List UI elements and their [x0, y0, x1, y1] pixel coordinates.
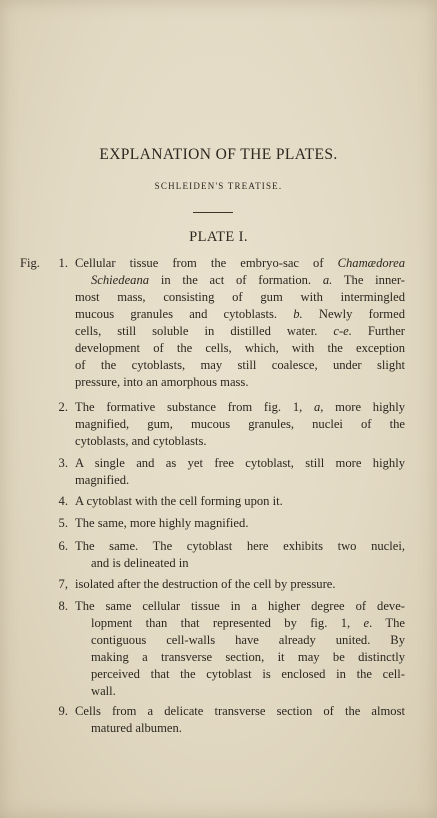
text-run: Further — [351, 324, 405, 338]
figure-description — [75, 493, 405, 510]
page-title: EXPLANATION OF THE PLATES. — [99, 146, 338, 163]
italic-term: Schiedeana — [91, 273, 150, 287]
figure-description — [75, 598, 405, 700]
text-run: The same, more highly magnified. — [75, 516, 249, 530]
text-run: The formative substance from fig. 1, — [75, 400, 314, 414]
figure-number: 1. — [58, 256, 68, 270]
text-run: in the act of formation. — [149, 273, 323, 287]
figure-description — [75, 255, 405, 391]
figure-number: 3. — [58, 456, 68, 470]
text-run: cells, still soluble in distilled water. — [75, 324, 334, 338]
italic-term: a — [314, 400, 321, 414]
description-line — [75, 615, 405, 632]
description-line — [75, 598, 405, 615]
description-line — [75, 399, 405, 416]
text-run: perceived that the cytoblast is enclosed in the cell- — [91, 667, 405, 681]
description-line — [75, 272, 405, 289]
figure-description — [75, 455, 405, 489]
description-line — [75, 649, 405, 666]
description-line — [75, 416, 405, 433]
description-line — [75, 703, 405, 720]
plate-title: PLATE I. — [189, 229, 248, 245]
text-run: Cellular tissue from the embryo-sac of — [75, 256, 338, 270]
text-run: isolated after the destruction of the cell by pressure. — [75, 577, 336, 591]
page-subtitle: SCHLEIDEN'S TREATISE. — [154, 181, 283, 191]
description-line — [75, 683, 405, 700]
figure-description — [75, 703, 405, 737]
text-run: , more highly — [320, 400, 405, 414]
description-line — [75, 576, 405, 593]
text-run: The same. The cytoblast here exhibits two nuclei, — [75, 539, 405, 553]
description-line — [75, 472, 405, 489]
italic-term: a. — [322, 273, 333, 287]
text-run: magnified. — [75, 473, 130, 487]
text-run: making a transverse section, it may be distinctly — [91, 650, 405, 664]
description-line — [75, 340, 405, 357]
text-run: matured albumen. — [91, 721, 182, 735]
description-line — [75, 433, 405, 450]
figure-description — [75, 399, 405, 450]
text-run: wall. — [91, 684, 116, 698]
italic-term: c-e. — [333, 324, 352, 338]
text-run: The inner- — [332, 273, 406, 287]
text-run: Cells from a delicate transverse section of the almost — [75, 704, 405, 718]
description-line — [75, 632, 405, 649]
figure-prefix: Fig. — [20, 256, 40, 270]
figure-description — [75, 538, 405, 572]
description-line — [75, 720, 405, 737]
text-run: contiguous cell-walls have already united. By — [91, 633, 405, 647]
description-line — [75, 255, 405, 272]
text-run: and is delineated in — [91, 556, 189, 570]
figure-number: 7, — [58, 577, 68, 591]
figure-number: 2. — [58, 400, 68, 414]
text-run: . The — [369, 616, 405, 630]
description-line — [75, 538, 405, 555]
description-line — [75, 555, 405, 572]
figure-number: 9. — [58, 704, 68, 718]
figure-number: 6. — [58, 539, 68, 553]
text-run: magnified, gum, mucous granules, nuclei of the — [75, 417, 405, 431]
figure-number: 8. — [58, 599, 68, 613]
figure-description — [75, 576, 405, 593]
text-run: A cytoblast with the cell forming upon it. — [75, 494, 283, 508]
description-line — [75, 666, 405, 683]
italic-term: b. — [293, 307, 303, 321]
italic-term: e — [363, 616, 370, 630]
text-run: pressure, into an amorphous mass. — [75, 375, 249, 389]
description-line — [75, 357, 405, 374]
text-run: development of the cells, which, with the exception — [75, 341, 405, 355]
text-run: The same cellular tissue in a higher degree of deve- — [75, 599, 405, 613]
description-line — [75, 455, 405, 472]
text-run: A single and as yet free cytoblast, still more highly — [75, 456, 405, 470]
figure-description — [75, 515, 405, 532]
description-line — [75, 374, 405, 391]
italic-term: Chamædorea — [337, 256, 405, 270]
divider-rule — [193, 212, 233, 213]
description-line — [75, 306, 405, 323]
figure-number: 4. — [58, 494, 68, 508]
description-line — [75, 493, 405, 510]
figure-number: 5. — [58, 516, 68, 530]
description-line — [75, 289, 405, 306]
text-run: cytoblasts, and cytoblasts. — [75, 434, 207, 448]
description-line — [75, 515, 405, 532]
text-run: lopment than that represented by fig. 1, — [91, 616, 364, 630]
text-run: Newly formed — [302, 307, 405, 321]
text-run: most mass, consisting of gum with intermingled — [75, 290, 405, 304]
text-run: mucous granules and cytoblasts. — [75, 307, 294, 321]
text-run: of the cytoblasts, may still coalesce, under slight — [75, 358, 405, 372]
description-line — [75, 323, 405, 340]
